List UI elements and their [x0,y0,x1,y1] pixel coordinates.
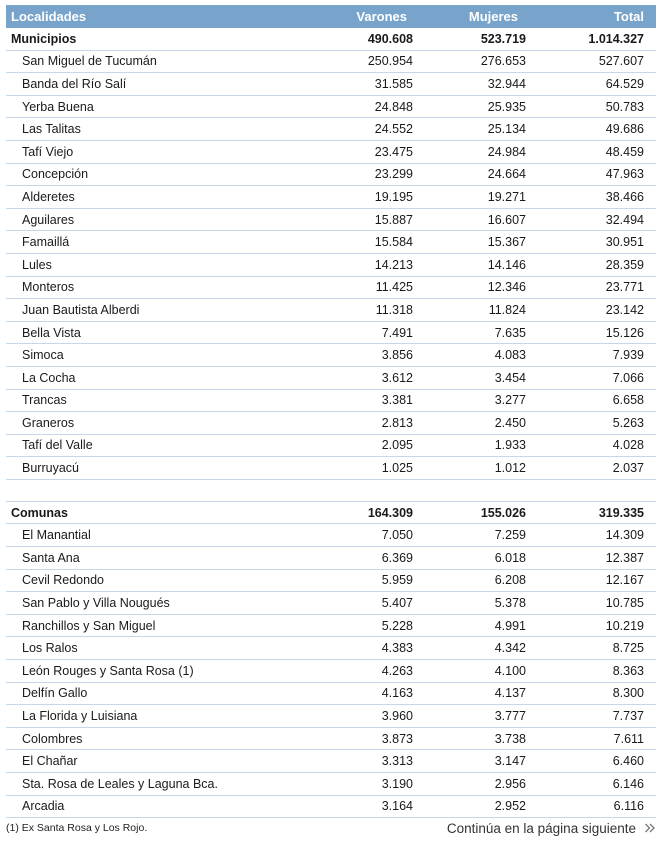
cell-total: 7.611 [613,731,644,746]
cell-mujeres: 2.450 [494,415,526,430]
cell-total: 38.466 [605,189,644,204]
cell-total: 7.066 [612,370,644,385]
section-title: Comunas [11,505,68,520]
cell-localidad: Delfín Gallo [22,686,88,701]
table-row [6,209,656,232]
cell-total: 527.607 [598,54,644,69]
table-row [6,299,656,322]
cell-mujeres: 4.991 [494,618,526,633]
cell-total: 8.725 [612,641,644,656]
table-row [6,254,656,277]
population-table [6,5,656,818]
header-mujeres: Mujeres [468,9,518,24]
cell-mujeres: 4.342 [494,641,526,656]
comunas-total-row [6,502,656,525]
section-mujeres: 523.719 [480,31,526,46]
cell-localidad: Burruyacú [22,461,79,476]
cell-total: 7.939 [612,348,644,363]
cell-varones: 3.164 [381,799,413,814]
cell-varones: 4.383 [381,641,413,656]
table-row [6,750,656,773]
cell-total: 6.658 [612,393,644,408]
cell-varones: 250.954 [367,54,413,69]
cell-varones: 15.584 [374,235,413,250]
cell-localidad: Sta. Rosa de Leales y Laguna Bca. [22,776,218,791]
header-varones: Varones [356,9,407,24]
comunas-list [6,524,656,818]
cell-localidad: Alderetes [22,189,75,204]
cell-varones: 5.407 [381,596,413,611]
cell-mujeres: 3.777 [494,709,526,724]
cell-mujeres: 16.607 [487,212,526,227]
cell-varones: 2.095 [381,438,413,453]
cell-varones: 7.491 [381,325,413,340]
cell-varones: 31.585 [374,76,413,91]
table-row [6,728,656,751]
cell-varones: 3.873 [381,731,413,746]
header-localidades: Localidades [11,9,87,24]
cell-total: 4.028 [612,438,644,453]
table-row [6,435,656,458]
cell-localidad: Lules [22,257,52,272]
cell-localidad: Yerba Buena [22,99,94,114]
cell-total: 49.686 [605,122,644,137]
cell-localidad: Simoca [22,348,64,363]
cell-varones: 11.318 [375,302,413,317]
cell-total: 15.126 [605,325,644,340]
cell-total: 2.037 [612,461,644,476]
cell-mujeres: 4.083 [494,348,526,363]
cell-varones: 23.299 [374,167,413,182]
table-row [6,547,656,570]
cell-total: 32.494 [605,212,644,227]
cell-mujeres: 3.454 [494,370,526,385]
table-row [6,705,656,728]
cell-localidad: El Chañar [22,754,78,769]
cell-localidad: San Pablo y Villa Nougués [22,596,170,611]
cell-total: 6.116 [613,799,644,814]
cell-total: 6.146 [612,776,644,791]
cell-localidad: Famaillá [22,235,70,250]
cell-varones: 5.959 [381,573,413,588]
table-row [6,73,656,96]
cell-mujeres: 4.100 [494,663,526,678]
continue-link[interactable] [447,821,656,836]
municipios-list [6,51,656,480]
header-total: Total [613,9,644,24]
cell-localidad: El Manantial [22,528,91,543]
table-row [6,141,656,164]
cell-total: 50.783 [605,99,644,114]
cell-varones: 1.025 [381,461,413,476]
cell-localidad: Juan Bautista Alberdi [22,302,140,317]
cell-localidad: Arcadia [22,799,65,814]
cell-varones: 11.425 [375,280,413,295]
section-varones: 164.309 [367,505,413,520]
section-title: Municipios [11,31,77,46]
cell-total: 64.529 [605,76,644,91]
table-row [6,277,656,300]
cell-varones: 15.887 [374,212,413,227]
cell-localidad: La Florida y Luisiana [22,709,138,724]
cell-total: 23.142 [605,302,644,317]
cell-varones: 24.552 [374,122,413,137]
cell-total: 10.219 [605,618,644,633]
cell-mujeres: 11.824 [488,302,526,317]
cell-varones: 3.960 [381,709,413,724]
table-row [6,322,656,345]
page-footer [6,818,656,838]
cell-mujeres: 1.012 [494,461,526,476]
cell-total: 48.459 [605,144,644,159]
cell-total: 23.771 [605,280,644,295]
cell-mujeres: 25.134 [487,122,526,137]
cell-mujeres: 32.944 [487,76,526,91]
cell-localidad: La Cocha [22,370,76,385]
cell-localidad: Los Ralos [22,641,78,656]
cell-localidad: Trancas [22,393,67,408]
cell-total: 30.951 [605,235,644,250]
cell-varones: 19.195 [374,189,413,204]
cell-mujeres: 3.738 [494,731,526,746]
footnote: (1) Ex Santa Rosa y Los Rojo. [6,822,148,834]
section-mujeres: 155.026 [480,505,526,520]
cell-total: 47.963 [605,167,644,182]
cell-localidad: Cevil Redondo [22,573,104,588]
table-row [6,660,656,683]
cell-varones: 23.475 [374,144,413,159]
municipios-total-row [6,28,656,51]
cell-localidad: Monteros [22,280,75,295]
table-row [6,570,656,593]
cell-mujeres: 7.259 [494,528,526,543]
cell-localidad: Colombres [22,731,83,746]
table-row [6,344,656,367]
cell-mujeres: 3.277 [494,393,526,408]
cell-total: 7.737 [612,709,644,724]
cell-total: 5.263 [612,415,644,430]
table-row [6,96,656,119]
cell-mujeres: 15.367 [487,235,526,250]
cell-mujeres: 24.664 [487,167,526,182]
cell-varones: 7.050 [381,528,413,543]
section-varones: 490.608 [367,31,413,46]
cell-localidad: Ranchillos y San Miguel [22,618,156,633]
cell-mujeres: 276.653 [480,54,526,69]
cell-localidad: Las Talitas [22,122,81,137]
cell-mujeres: 19.271 [487,189,526,204]
cell-varones: 3.381 [381,393,413,408]
cell-total: 6.460 [612,754,644,769]
cell-localidad: Santa Ana [22,550,80,565]
cell-total: 12.387 [605,550,644,565]
cell-mujeres: 2.956 [494,776,526,791]
cell-varones: 6.369 [381,550,413,565]
cell-total: 8.300 [612,686,644,701]
cell-total: 14.309 [605,528,644,543]
cell-mujeres: 7.635 [494,325,526,340]
cell-localidad: Concepción [22,167,89,182]
table-row [6,118,656,141]
table-row [6,390,656,413]
cell-varones: 24.848 [374,99,413,114]
table-row [6,683,656,706]
cell-total: 8.363 [612,663,644,678]
cell-varones: 14.213 [374,257,413,272]
table-row [6,164,656,187]
table-row [6,367,656,390]
cell-varones: 3.612 [381,370,413,385]
table-row [6,457,656,480]
table-row [6,637,656,660]
cell-localidad: Tafí Viejo [22,144,74,159]
section-total: 319.335 [598,505,644,520]
cell-mujeres: 14.146 [487,257,526,272]
cell-localidad: León Rouges y Santa Rosa (1) [22,663,194,678]
section-separator [6,480,656,502]
cell-mujeres: 25.935 [487,99,526,114]
cell-mujeres: 6.018 [494,550,526,565]
cell-mujeres: 4.137 [494,686,526,701]
cell-localidad: Aguilares [22,212,75,227]
cell-mujeres: 24.984 [487,144,526,159]
table-header [6,5,656,28]
section-total: 1.014.327 [588,31,644,46]
cell-varones: 2.813 [381,415,413,430]
cell-localidad: San Miguel de Tucumán [22,54,157,69]
cell-total: 28.359 [605,257,644,272]
cell-localidad: Bella Vista [22,325,81,340]
cell-varones: 3.190 [381,776,413,791]
cell-varones: 4.263 [381,663,413,678]
table-row [6,524,656,547]
cell-localidad: Banda del Río Salí [22,76,127,91]
cell-mujeres: 12.346 [487,280,526,295]
cell-total: 10.785 [605,596,644,611]
cell-localidad: Tafí del Valle [22,438,93,453]
cell-total: 12.167 [605,573,644,588]
cell-mujeres: 3.147 [494,754,526,769]
table-row [6,231,656,254]
cell-mujeres: 1.933 [494,438,526,453]
cell-varones: 4.163 [381,686,413,701]
cell-localidad: Graneros [22,415,75,430]
cell-varones: 5.228 [381,618,413,633]
table-row [6,615,656,638]
cell-varones: 3.313 [381,754,413,769]
table-row [6,51,656,74]
cell-mujeres: 2.952 [494,799,526,814]
double-chevron-right-icon [644,822,656,834]
table-row [6,592,656,615]
table-row [6,186,656,209]
table-row [6,796,656,819]
table-row [6,773,656,796]
table-row [6,412,656,435]
continue-label: Continúa en la página siguiente [446,820,636,836]
cell-varones: 3.856 [381,348,413,363]
cell-mujeres: 6.208 [494,573,526,588]
cell-mujeres: 5.378 [494,596,526,611]
